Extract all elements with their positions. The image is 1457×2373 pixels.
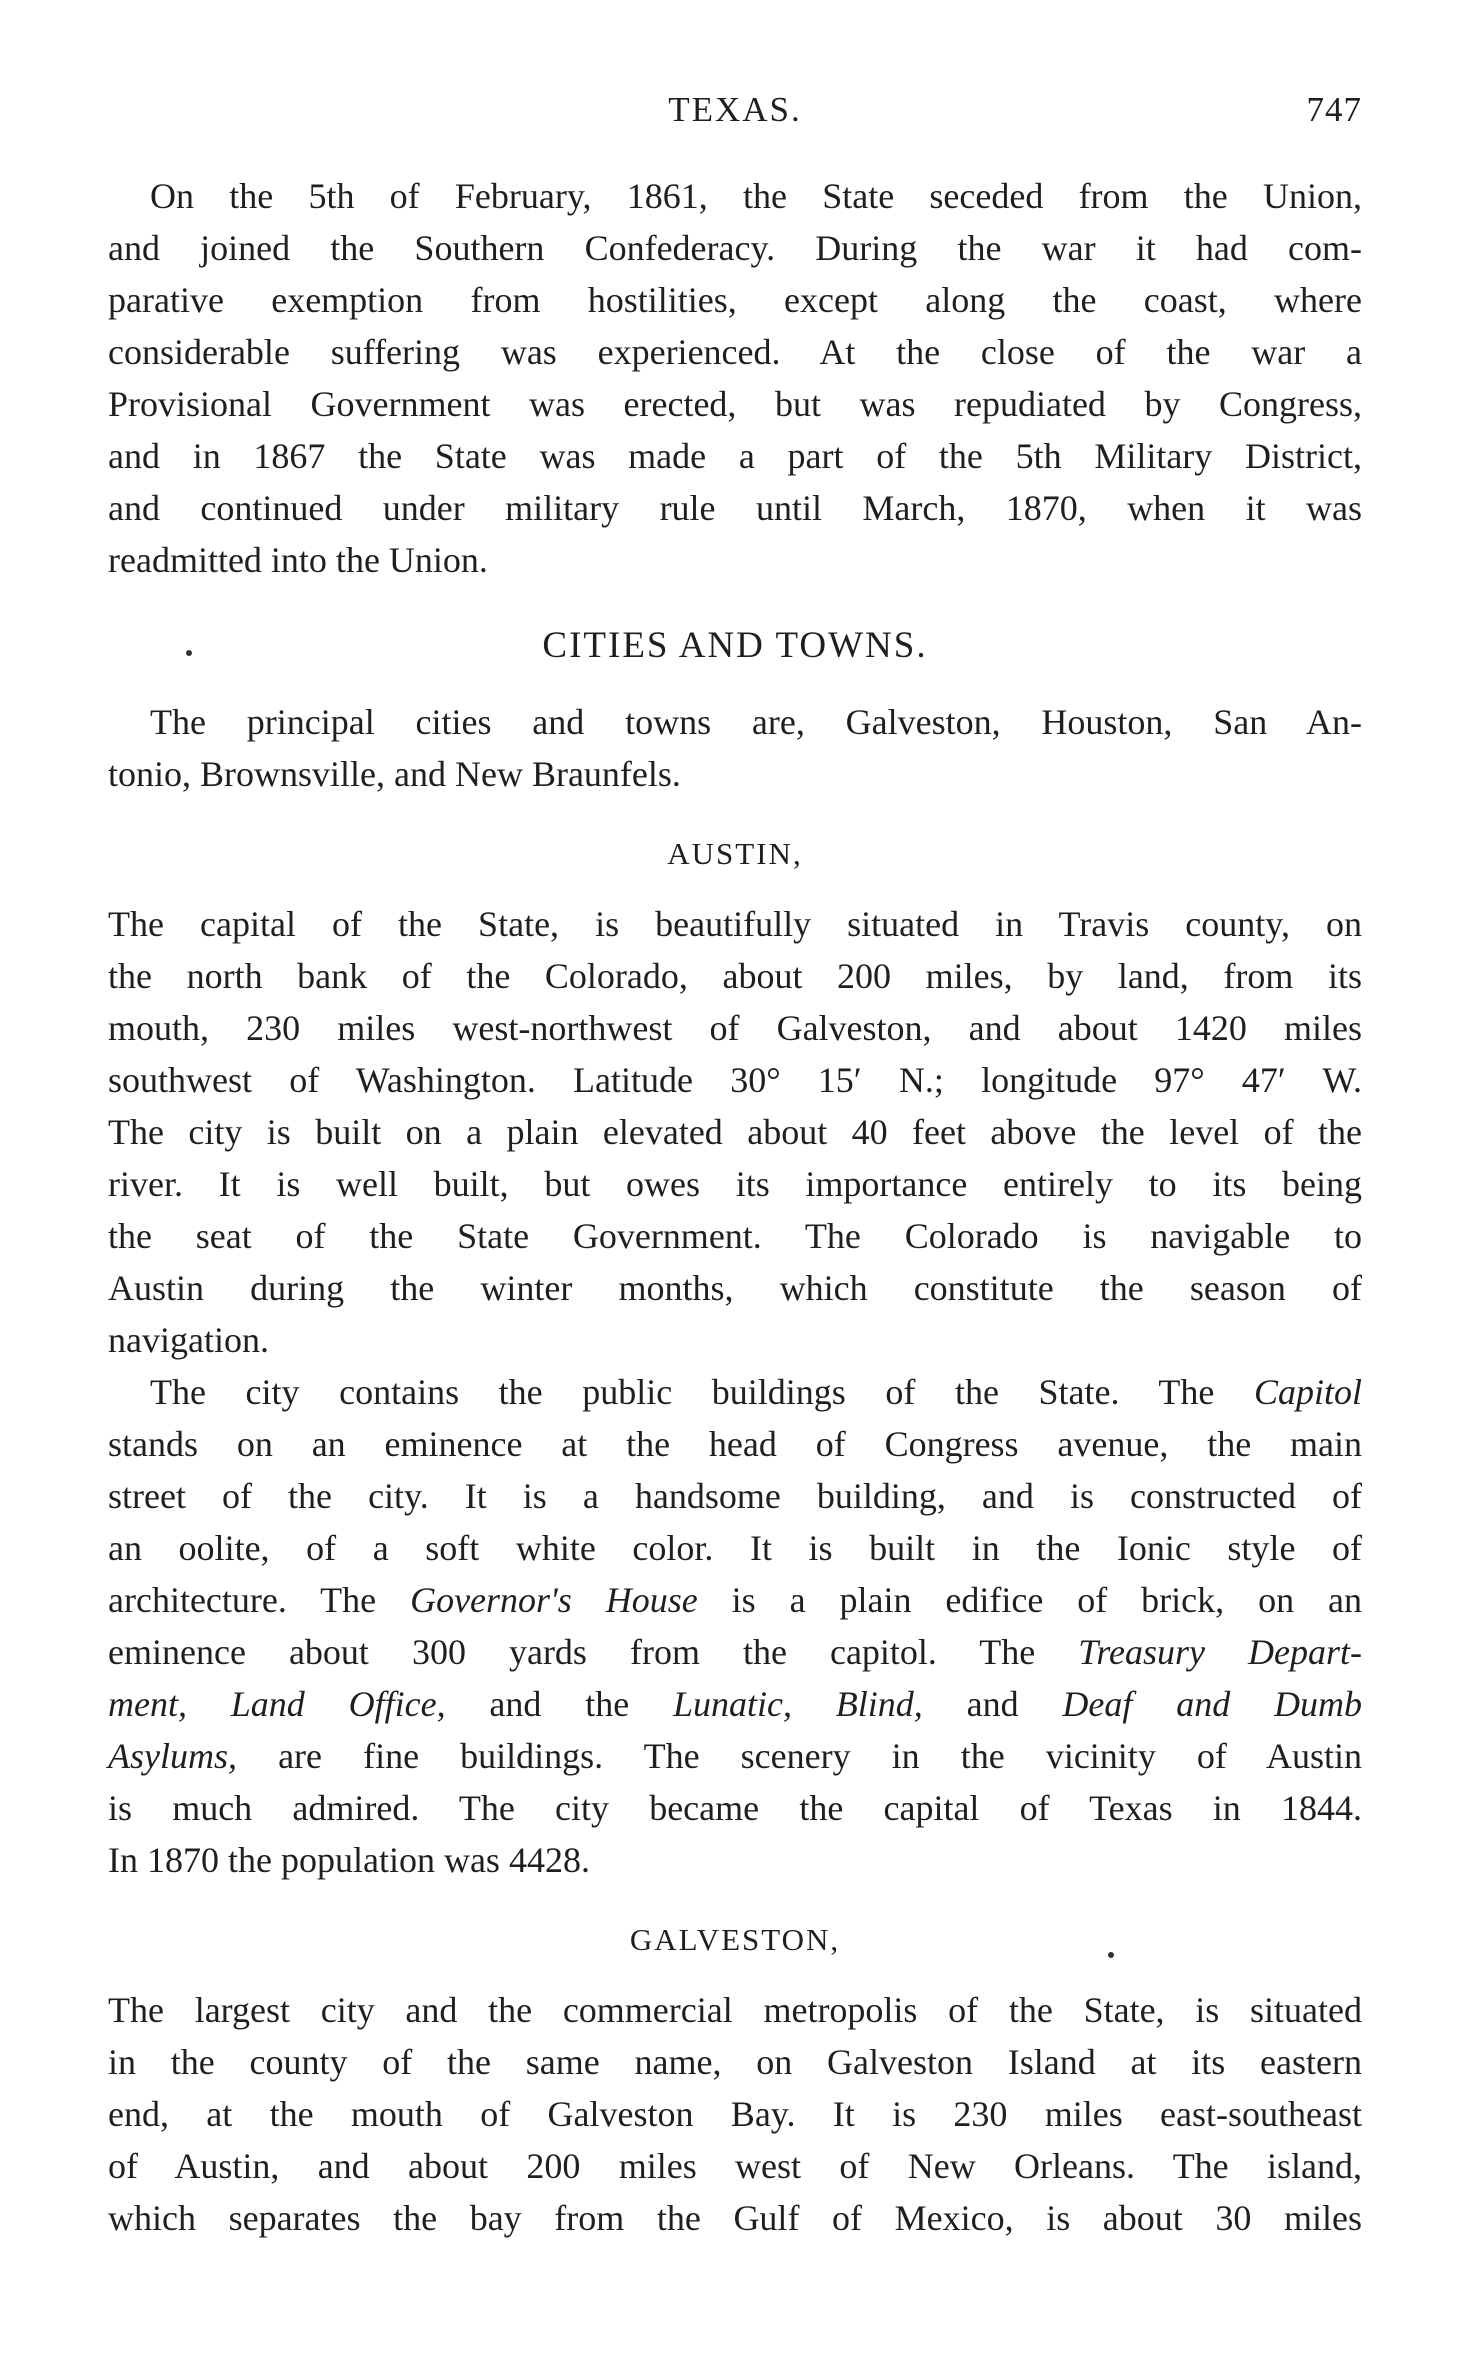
text-line xyxy=(108,1678,1362,1730)
section-heading-austin: AUSTIN, xyxy=(667,836,803,871)
text-line: The city is built on a plain elevated about 40 feet above the level of the xyxy=(108,1112,1362,1152)
text-line: and joined the Southern Confederacy. During the war it had com- xyxy=(108,228,1362,268)
italic-term: ment, Land Office, xyxy=(108,1684,446,1724)
page-body xyxy=(108,170,1362,2244)
text-line: Provisional Government was erected, but was repudiated by Congress, xyxy=(108,384,1362,424)
section-heading-galveston: GALVESTON, xyxy=(629,1922,841,1957)
running-header xyxy=(108,90,1362,134)
text-line: river. It is well built, but owes its importance entirely to its being xyxy=(108,1164,1362,1204)
text-line: of Austin, and about 200 miles west of New Orleans. The island, xyxy=(108,2146,1362,2186)
print-speck xyxy=(186,650,192,656)
text-line: the seat of the State Government. The Colorado is navigable to xyxy=(108,1216,1362,1256)
text-line xyxy=(108,1730,1362,1782)
text-line: The capital of the State, is beautifully situated in Travis county, on xyxy=(108,904,1362,944)
section-heading-cities: CITIES AND TOWNS. xyxy=(542,625,928,666)
text-line: southwest of Washington. Latitude 30° 15′ N.; longitude 97° 47′ W. xyxy=(108,1060,1362,1100)
text-line: an oolite, of a soft white color. It is built in the Ionic style of xyxy=(108,1528,1362,1568)
text-run: eminence about 300 yards from the capitol. The xyxy=(108,1632,1079,1672)
paragraph-austin-buildings xyxy=(108,1366,1362,1886)
text-run: architecture. The xyxy=(108,1580,411,1620)
text-line: Austin during the winter months, which constitute the season of xyxy=(108,1268,1362,1308)
text-line: mouth, 230 miles west-northwest of Galveston, and about 1420 miles xyxy=(108,1008,1362,1048)
italic-term: Lunatic, Blind, xyxy=(672,1684,923,1724)
text-run: The city contains the public buildings of the State. The xyxy=(150,1372,1254,1412)
text-run: is a plain edifice of brick, on an xyxy=(697,1580,1363,1620)
text-line: The largest city and the commercial metropolis of the State, is situated xyxy=(108,1990,1362,2030)
text-line: stands on an eminence at the head of Congress avenue, the main xyxy=(108,1424,1362,1464)
running-title: TEXAS. xyxy=(668,90,802,129)
text-line: is much admired. The city became the capital of Texas in 1844. xyxy=(108,1788,1362,1828)
text-line: navigation. xyxy=(108,1320,269,1360)
text-run: and xyxy=(922,1684,1063,1724)
paragraph-cities xyxy=(108,696,1362,800)
text-line xyxy=(108,1366,1362,1418)
text-line: tonio, Brownsville, and New Braunfels. xyxy=(108,754,681,794)
text-run: and the xyxy=(445,1684,673,1724)
italic-term: Asylums, xyxy=(108,1736,237,1776)
text-line xyxy=(108,1574,1362,1626)
text-line: street of the city. It is a handsome building, and is constructed of xyxy=(108,1476,1362,1516)
text-line: The principal cities and towns are, Galveston, Houston, San An- xyxy=(150,702,1362,742)
text-run: are fine buildings. The scenery in the vicinity of Austin xyxy=(237,1736,1362,1776)
text-line: readmitted into the Union. xyxy=(108,540,488,580)
paragraph-austin-location xyxy=(108,898,1362,1366)
text-line: On the 5th of February, 1861, the State seceded from the Union, xyxy=(150,176,1362,216)
text-line: in the county of the same name, on Galveston Island at its eastern xyxy=(108,2042,1362,2082)
text-line: the north bank of the Colorado, about 200 miles, by land, from its xyxy=(108,956,1362,996)
text-line: and continued under military rule until March, 1870, when it was xyxy=(108,488,1362,528)
text-line: which separates the bay from the Gulf of Mexico, is about 30 miles xyxy=(108,2198,1362,2238)
italic-term: Governor's House xyxy=(410,1580,698,1620)
text-line: considerable suffering was experienced. At the close of the war a xyxy=(108,332,1362,372)
paragraph-galveston xyxy=(108,1984,1362,2244)
text-line: parative exemption from hostilities, except along the coast, where xyxy=(108,280,1362,320)
text-line: In 1870 the population was 4428. xyxy=(108,1840,590,1880)
text-line xyxy=(108,1626,1362,1678)
print-speck xyxy=(1108,1952,1114,1958)
page-number: 747 xyxy=(1306,90,1362,129)
italic-term: Treasury Depart- xyxy=(1078,1632,1362,1672)
italic-term: Capitol xyxy=(1253,1372,1362,1412)
text-line: end, at the mouth of Galveston Bay. It is 230 miles east-southeast xyxy=(108,2094,1362,2134)
text-line: and in 1867 the State was made a part of the 5th Military District, xyxy=(108,436,1362,476)
italic-term: Deaf and Dumb xyxy=(1062,1684,1362,1724)
paragraph-secession xyxy=(108,170,1362,586)
